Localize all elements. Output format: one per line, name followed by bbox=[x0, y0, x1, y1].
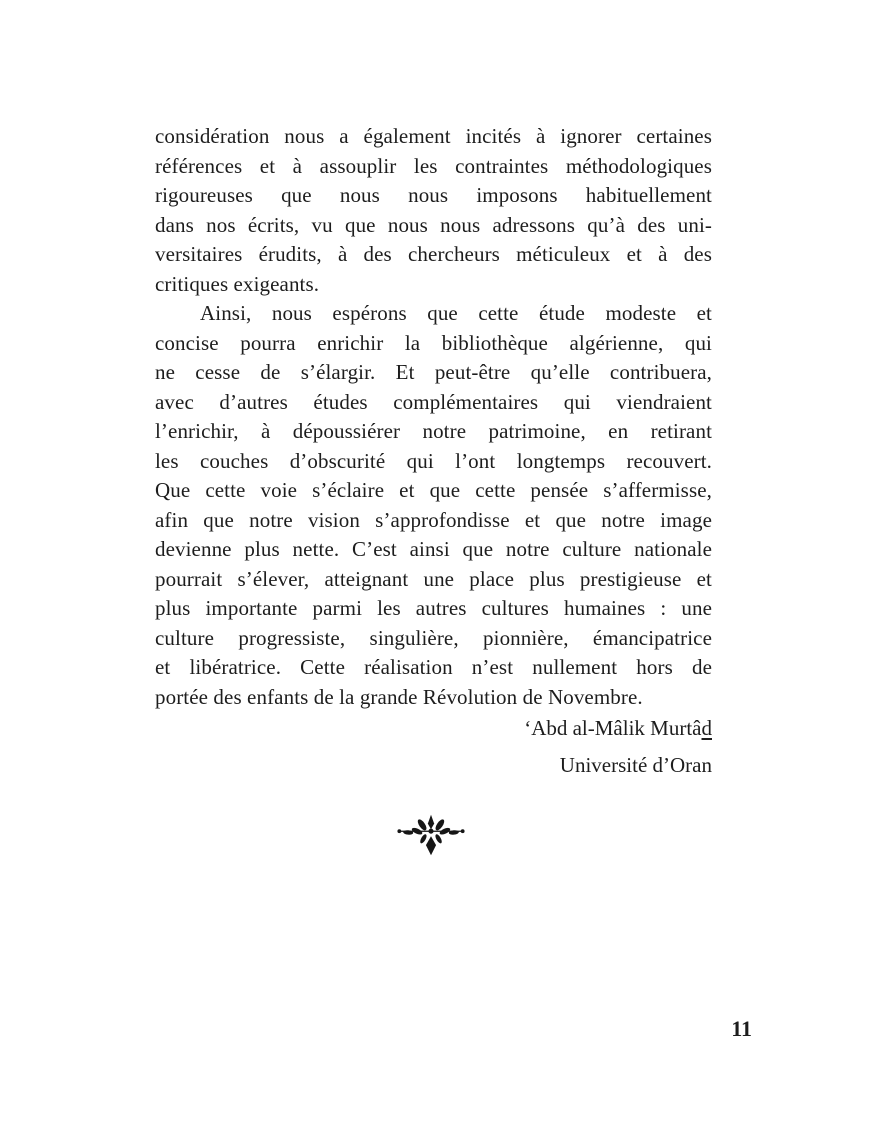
text-line: plus importante parmi les autres cultures humaines : une bbox=[155, 596, 712, 620]
text-line: l’enrichir, à dépoussiérer notre patrimoine, en retirant bbox=[155, 419, 712, 443]
text-line: devienne plus nette. C’est ainsi que notre culture nationale bbox=[155, 537, 712, 561]
text-line: dans nos écrits, vu que nous nous adressons qu’à des uni- bbox=[155, 212, 712, 237]
text-line: afin que notre vision s’approfondisse et que notre image bbox=[155, 507, 712, 532]
author-name bbox=[524, 710, 712, 747]
text-line: Que cette voie s’éclaire et que cette pensée s’affermisse, bbox=[155, 478, 712, 502]
text-line: portée des enfants de la grande Révolution de Novembre. bbox=[155, 684, 643, 709]
text-line: culture progressiste, singulière, pionnière, émancipatrice bbox=[155, 625, 712, 650]
signature-block bbox=[524, 710, 712, 784]
text-line: références et à assouplir les contraintes méthodologiques bbox=[155, 153, 712, 178]
text-line: avec d’autres études complémentaires qui viendraient bbox=[155, 389, 712, 414]
text-line: critiques exigeants. bbox=[155, 271, 320, 296]
fleuron-ornament bbox=[393, 812, 469, 858]
text-line: les couches d’obscurité qui l’ont longtemps recouvert. bbox=[155, 448, 712, 473]
author-affiliation: Université d’Oran bbox=[559, 753, 712, 777]
author-name-text: ‘Abd al-Mâlik Murtâ bbox=[524, 716, 702, 740]
text-line: versitaires érudits, à des chercheurs méticuleux et à des bbox=[155, 242, 712, 266]
text-line: concise pourra enrichir la bibliothèque algérienne, qui bbox=[155, 330, 712, 355]
text-line: ne cesse de s’élargir. Et peut-être qu’elle contribuera, bbox=[155, 360, 712, 384]
text-line: pourrait s’élever, atteignant une place plus prestigieuse et bbox=[155, 566, 712, 591]
author-name-underlined-letter: d bbox=[701, 716, 712, 740]
text-line: rigoureuses que nous nous imposons habituellement bbox=[155, 183, 712, 207]
text-line: et libératrice. Cette réalisation n’est nullement hors de bbox=[155, 655, 712, 679]
page-number: 11 bbox=[731, 1016, 752, 1041]
body-text bbox=[155, 122, 712, 712]
text-line: Ainsi, nous espérons que cette étude modeste et bbox=[200, 301, 712, 325]
fleuron-icon bbox=[393, 812, 469, 858]
text-line: considération nous a également incités à ignorer certaines bbox=[155, 124, 712, 148]
